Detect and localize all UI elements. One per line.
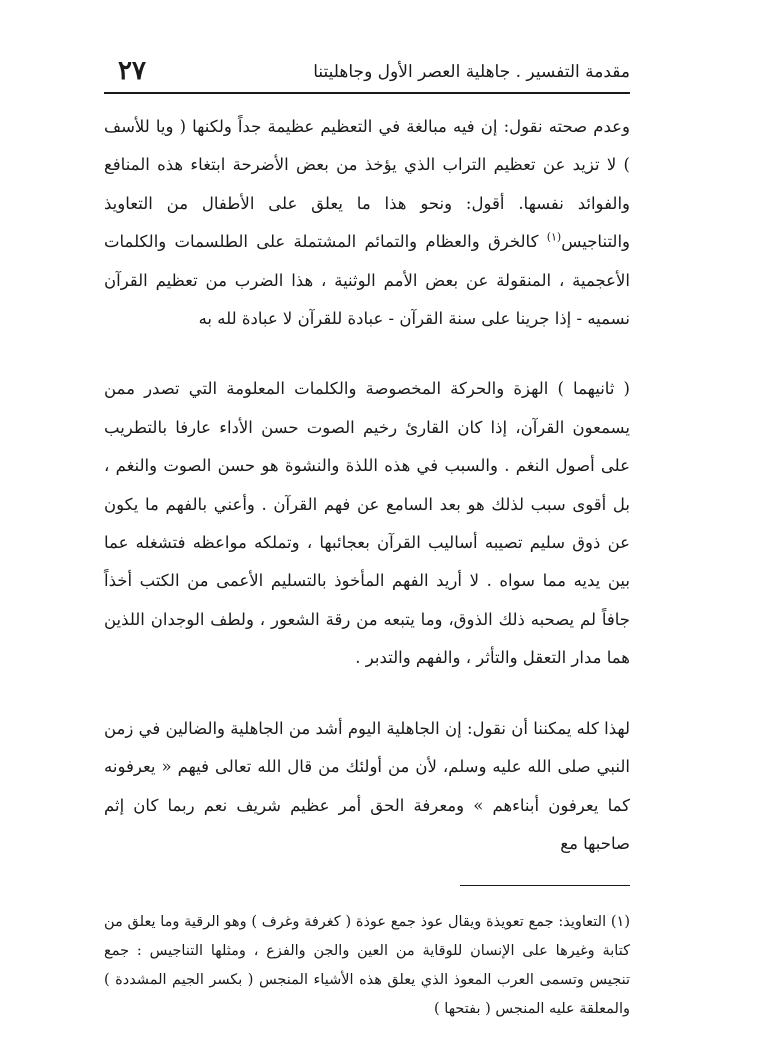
paragraph-1 — [104, 108, 630, 338]
paragraph-1-text: وعدم صحته نقول: إن فيه مبالغة في التعظيم عظيمة جداً ولكنها ( ويا للأسف ) لا تزيد عن تعظيم التراب الذي يؤخذ من بعض الأضرحة ابتغاء هذه المنافع والفوائد نفسها. أقول: ونحو هذا ما يعلق على الأطفال من التعاويذ والتناجيس — [104, 117, 630, 252]
page-number: ٢٧ — [118, 56, 146, 86]
paragraph-1-continuation: كالخرق والعظام والتمائم المشتملة على الطلسمات والكلمات الأعجمية ، المنقولة عن بعض الأمم الوثنية ، هذا الضرب من تعظيم القرآن نسميه - إذا جرينا على سنة القرآن - عبادة للقرآن لا عبادة لله به — [104, 232, 630, 329]
running-title: مقدمة التفسير . جاهلية العصر الأول وجاهليتنا — [313, 62, 630, 82]
page-header — [108, 56, 630, 90]
footnote-rule — [460, 885, 630, 886]
footnote-marker: (١) — [546, 230, 562, 244]
header-rule — [104, 92, 630, 94]
footnote-1: (١) التعاويذ: جمع تعويذة ويقال عوذ جمع عوذة ( كغرفة وغرف ) وهو الرقية وما يعلق من كتابة وغيرها على الإنسان للوقاية من العين والجن والفزع ، ومثلها التناجيس : جمع تنجيس وتسمى العرب المعوذ الذي يعلق هذه الأشياء المنجس ( بكسر الجيم المشددة ) والمعلقة عليه المنجس ( بفتحها ) — [104, 914, 630, 1017]
main-text — [104, 108, 630, 863]
footnotes — [104, 908, 630, 1024]
paragraph-2: ( ثانيهما ) الهزة والحركة المخصوصة والكلمات المعلومة التي تصدر ممن يسمعون القرآن، إذا كان القارئ رخيم الصوت حسن الأداء عارفا بالتطريب على أصول النغم . والسبب في هذه اللذة والنشوة هو حسن الصوت والنغم ، بل أقوى سبب لذلك هو بعد السامع عن فهم القرآن . وأعني بالفهم ما يكون عن ذوق سليم تصيبه أساليب القرآن بعجائبها ، وتملكه مواعظه فتشغله عما بين يديه مما سواه . لا أريد الفهم المأخوذ بالتسليم الأعمى من الكتب أخذاً جافاً لم يصحبه ذلك الذوق، وما يتبعه من رقة الشعور ، ولطف الوجدان اللذين هما مدار التعقل والتأثر ، والفهم والتدبر . — [104, 379, 630, 668]
paragraph-3: لهذا كله يمكننا أن نقول: إن الجاهلية اليوم أشد من الجاهلية والضالين في زمن النبي صلى الله عليه وسلم، لأن من أولئك من قال الله تعالى فيهم « يعرفونه كما يعرفون أبناءهم » ومعرفة الحق أمر عظيم شريف نعم ربما كان إثم صاحبها مع — [104, 718, 630, 853]
